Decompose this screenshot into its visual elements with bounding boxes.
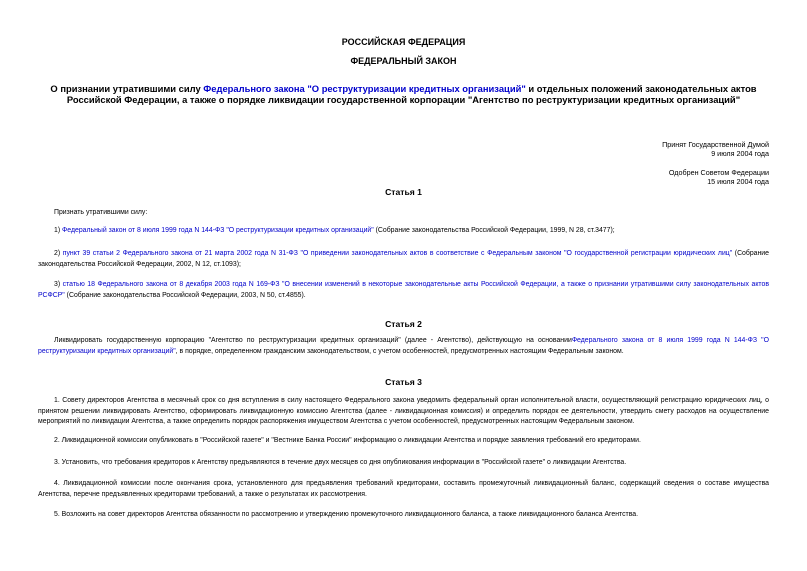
duma-line: Принят Государственной Думой xyxy=(662,140,769,149)
law-title xyxy=(30,83,777,105)
article3-paragraph4: 4. Ликвидационной комиссии после окончания срока, установленного для предъявления требований кредиторами, составить промежуточный ликвидационный баланс, содержащий сведения о составе имущества Агентства, перечне предъявленных кредиторами требований, а также о результатах их рассмотрения. xyxy=(38,480,769,498)
article1-intro: Признать утратившими силу: xyxy=(54,209,148,216)
article1-item1 xyxy=(38,226,769,237)
duma-date: 9 июля 2004 года xyxy=(711,149,769,159)
article3-paragraph5: 5. Возложить на совет директоров Агентства обязанности по рассмотрению и утверждению промежуточного ликвидационного баланса, а также ликвидационного баланса Агентства. xyxy=(54,511,639,518)
council-date: 15 июля 2004 года xyxy=(707,177,769,187)
law-title-link[interactable]: Федерального закона "О реструктуризации кредитных организаций" xyxy=(203,83,526,94)
article1-item2 xyxy=(38,249,769,270)
item3-number: 3) xyxy=(54,281,63,288)
article2-text xyxy=(38,336,769,357)
article3-heading: Статья 3 xyxy=(385,377,422,387)
article1-item3 xyxy=(38,280,769,301)
article3-paragraph3: 3. Установить, что требования кредиторов к Агентству предъявляются в течение двух месяцев со дня опубликования информации в "Российской газете" о ликвидации Агентства. xyxy=(54,459,627,466)
article1-heading: Статья 1 xyxy=(385,187,422,197)
item1-source: (Собрание законодательства Российской Федерации, 1999, N 28, ст.3477); xyxy=(373,227,615,234)
article2-part1: Ликвидировать государственную корпорацию "Агентство по реструктуризации кредитных организаций" (далее - Агентство), действующую на основании xyxy=(54,337,572,344)
item3-link[interactable]: статью 18 Федерального закона от 8 декабря 2003 года N 169-ФЗ "О внесении изменений в некоторые законодательные акты Российской Федерации, а также о признании утратившими силу законодательных актов РСФСР" xyxy=(38,281,769,299)
council-line: Одобрен Советом Федерации xyxy=(668,168,769,177)
item2-source: (Собрание законодательства Российской Федерации, 2002, N 12, ст.1093); xyxy=(38,250,769,268)
article2-part2: , в порядке, определенном гражданским законодательством, с учетом особенностей, предусмотренных настоящим Федеральным законом. xyxy=(175,347,624,355)
article2-heading: Статья 2 xyxy=(385,319,422,329)
document-type-heading: ФЕДЕРАЛЬНЫЙ ЗАКОН xyxy=(350,56,457,66)
item1-number: 1) xyxy=(54,227,63,234)
article3-paragraph1: 1. Совету директоров Агентства в месячный срок со дня вступления в силу настоящего Федерального закона уведомить федеральный орган исполнительной власти, осуществляющий регистрацию юридических лиц, о принятом решении ликвидировать Агентство, сформировать ликвидационную комиссию Агентства (далее - ликвидационная комиссия) и определить порядок ее деятельности, утвердить смету расходов на осуществление мероприятий по ликвидации Агентства, а также определить порядок распоряжения имуществом Агентства с учетом особенностей, предусмотренных настоящим Федеральным законом. xyxy=(38,397,769,425)
law-title-part2: и отдельных положений законодательных актов Российской Федерации, а также о порядке ликвидации государственной корпорации "Агентство по реструктуризации кредитных организаций" xyxy=(66,83,757,105)
item2-number: 2) xyxy=(54,250,63,257)
law-title-part1: О признании утратившими силу xyxy=(50,83,204,94)
country-heading: РОССИЙСКАЯ ФЕДЕРАЦИЯ xyxy=(341,37,466,47)
item1-link[interactable]: Федеральный закон от 8 июля 1999 года N 144-ФЗ "О реструктуризации кредитных организаций" xyxy=(62,227,374,234)
adoption-council xyxy=(669,168,769,187)
item2-link[interactable]: пункт 39 статьи 2 Федерального закона от 21 марта 2002 года N 31-ФЗ "О приведении законодательных актов в соответствие с Федеральным законом "О государственной регистрации юридических лиц" xyxy=(62,250,733,257)
adoption-duma xyxy=(662,140,769,159)
item3-source: (Собрание законодательства Российской Федерации, 2003, N 50, ст.4855). xyxy=(64,291,306,299)
article3-paragraph2: 2. Ликвидационной комиссии опубликовать в "Российской газете" и "Вестнике Банка России" информацию о ликвидации Агентства и порядке заявления требований его кредиторами. xyxy=(54,437,641,444)
article2-link[interactable]: Федерального закона от 8 июля 1999 года N 144-ФЗ "О реструктуризации кредитных организаций" xyxy=(38,337,769,355)
